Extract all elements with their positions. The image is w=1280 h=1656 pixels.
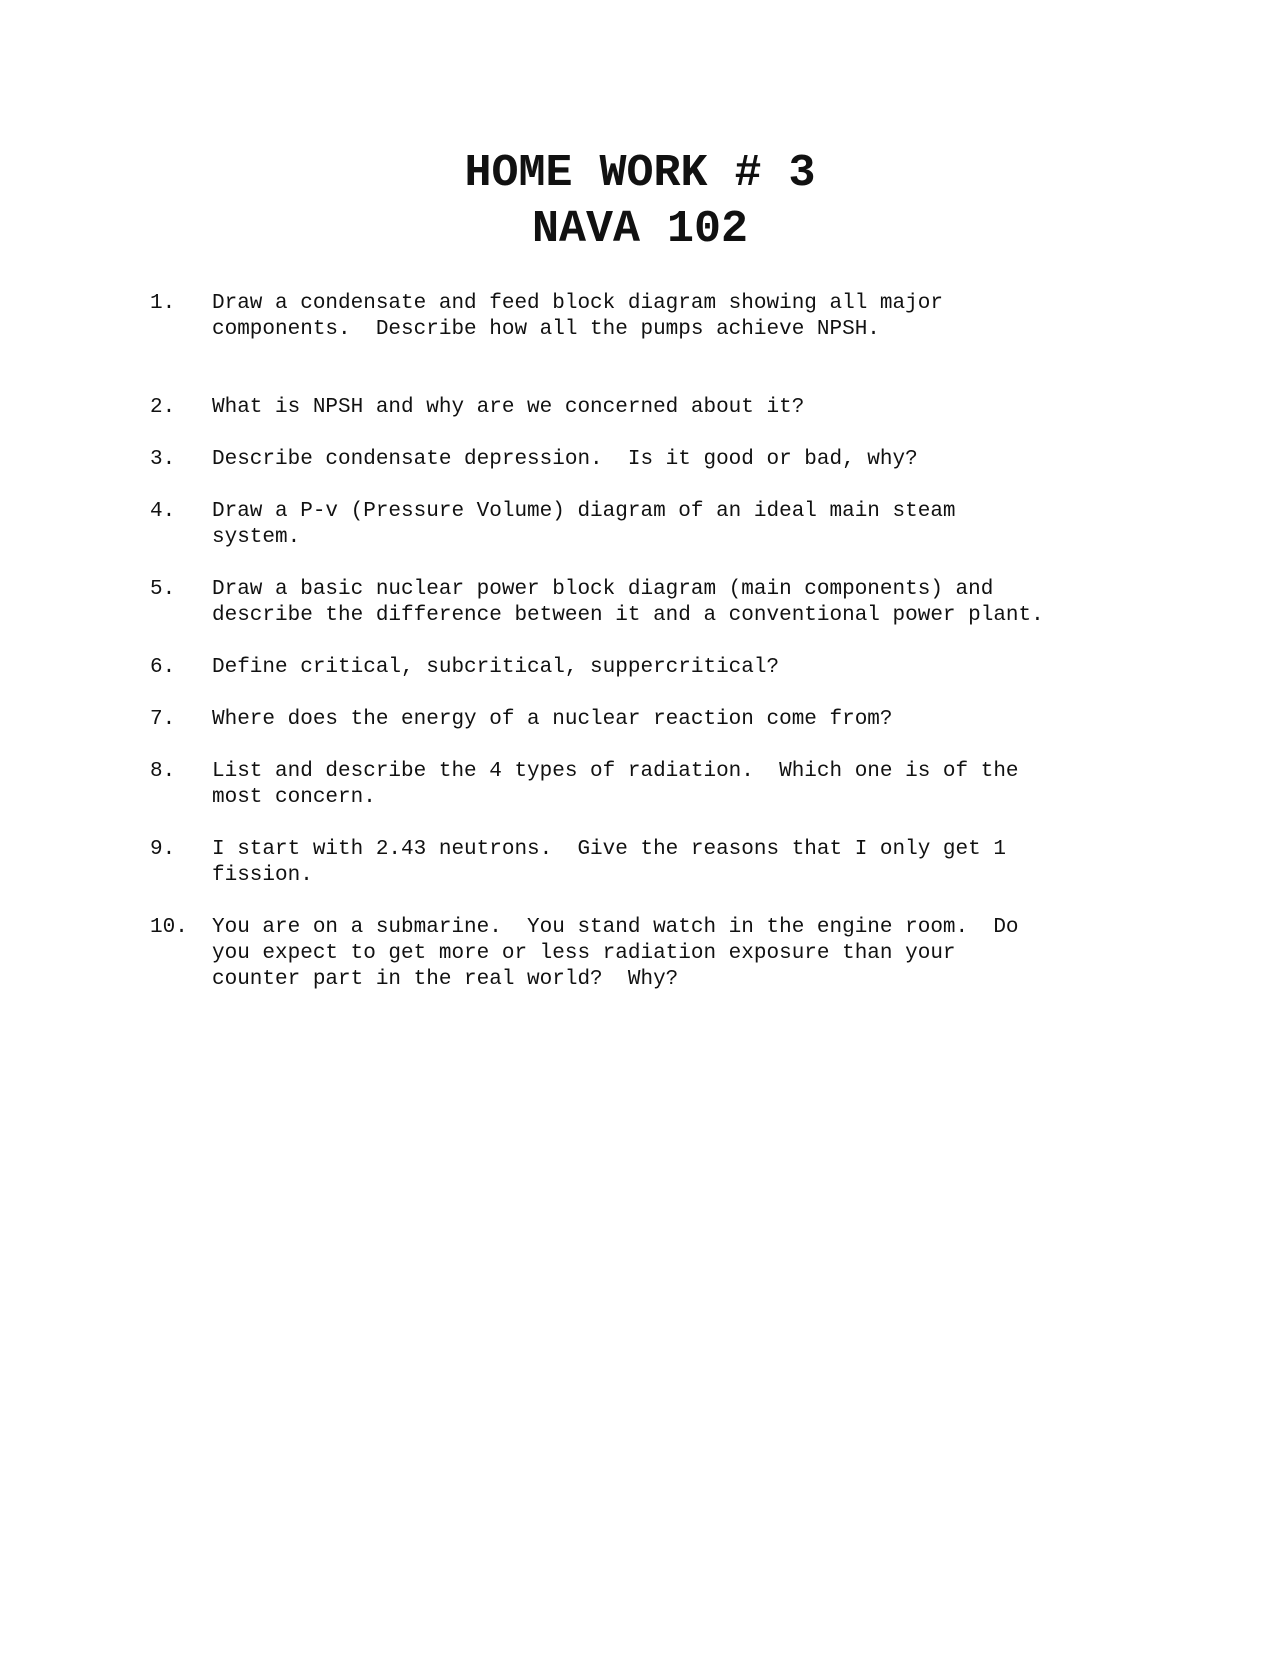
document-title	[0, 146, 1280, 258]
question-line: describe the difference between it and a conventional power plant.	[212, 604, 1044, 627]
question-text	[212, 655, 1230, 681]
question-line: List and describe the 4 types of radiation. Which one is of the	[212, 760, 1019, 783]
title-line-course: NAVA 102	[531, 204, 749, 255]
question-item-8	[150, 759, 1230, 811]
question-item-4	[150, 499, 1230, 551]
question-item-10	[150, 915, 1230, 993]
question-number: 10.	[150, 916, 188, 939]
question-line: system.	[212, 526, 301, 549]
question-number: 7.	[150, 708, 176, 731]
question-number: 6.	[150, 656, 176, 679]
question-line: Draw a P-v (Pressure Volume) diagram of an ideal main steam	[212, 500, 956, 523]
question-line: What is NPSH and why are we concerned about it?	[212, 396, 805, 419]
question-list	[150, 291, 1230, 993]
question-item-9	[150, 837, 1230, 889]
question-text	[212, 837, 1230, 889]
question-number: 3.	[150, 448, 176, 471]
question-text	[212, 395, 1230, 421]
question-number: 1.	[150, 292, 176, 315]
question-text	[212, 499, 1230, 551]
question-line: components. Describe how all the pumps achieve NPSH.	[212, 318, 880, 341]
question-line: Draw a basic nuclear power block diagram (main components) and	[212, 578, 994, 601]
question-item-2	[150, 395, 1230, 421]
question-number: 4.	[150, 500, 176, 523]
question-item-1	[150, 291, 1230, 343]
question-text	[212, 291, 1230, 343]
question-item-6	[150, 655, 1230, 681]
question-number: 9.	[150, 838, 176, 861]
question-line: Describe condensate depression. Is it good or bad, why?	[212, 448, 918, 471]
question-number: 8.	[150, 760, 176, 783]
question-text	[212, 447, 1230, 473]
question-line: fission.	[212, 864, 313, 887]
question-line: Define critical, subcritical, suppercritical?	[212, 656, 780, 679]
question-item-7	[150, 707, 1230, 733]
question-line: You are on a submarine. You stand watch in the engine room. Do	[212, 916, 1019, 939]
question-number: 5.	[150, 578, 176, 601]
question-line: you expect to get more or less radiation exposure than your	[212, 942, 956, 965]
question-line: counter part in the real world? Why?	[212, 968, 679, 991]
question-item-5	[150, 577, 1230, 629]
question-text	[212, 759, 1230, 811]
question-number: 2.	[150, 396, 176, 419]
question-line: Draw a condensate and feed block diagram showing all major	[212, 292, 943, 315]
question-line: I start with 2.43 neutrons. Give the reasons that I only get 1	[212, 838, 1006, 861]
question-line: most concern.	[212, 786, 376, 809]
question-text	[212, 577, 1230, 629]
question-text	[212, 915, 1230, 993]
question-line: Where does the energy of a nuclear reaction come from?	[212, 708, 893, 731]
question-text	[212, 707, 1230, 733]
question-item-3	[150, 447, 1230, 473]
title-line-homework: HOME WORK # 3	[464, 148, 816, 199]
